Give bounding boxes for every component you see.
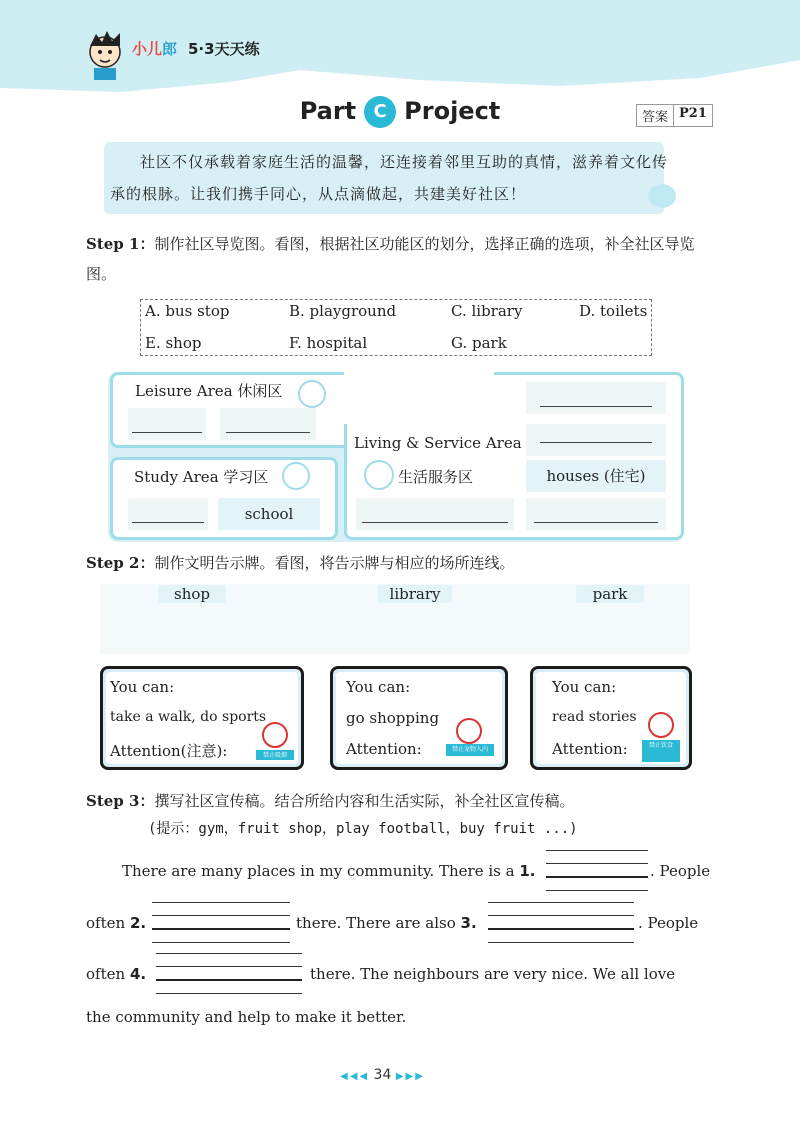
blank-4-top <box>156 953 302 954</box>
option-f: F. hospital <box>289 334 368 352</box>
option-g: G. park <box>451 334 507 352</box>
step3-instruction: Step 3：撰写社区宣传稿。结合所给内容和生活实际，补全社区宣传稿。 <box>86 792 575 810</box>
part-letter-badge: C <box>364 96 396 128</box>
options-box <box>140 299 652 356</box>
sign-2-action: go shopping <box>346 709 440 727</box>
blank-1-top <box>546 850 648 851</box>
living-blank-3-line <box>362 522 508 523</box>
leisure-blank-1-line <box>132 432 202 433</box>
option-a: A. bus stop <box>145 302 230 320</box>
sign-3-action: read stories <box>552 709 637 725</box>
page-footer <box>340 1067 425 1083</box>
blank-1-mid <box>546 863 648 864</box>
answer-ref: 答案 P21 <box>636 104 713 127</box>
living-area-mask <box>344 372 494 424</box>
no-pets-icon <box>456 718 482 744</box>
blank-3-bottom <box>488 942 634 943</box>
sign-2-attention: Attention: <box>346 740 422 758</box>
para-line-3-start: often 4. <box>86 965 147 983</box>
living-blank-3[interactable] <box>356 498 514 530</box>
para-line-2-start: often 2. <box>86 914 147 932</box>
study-blank-line <box>132 522 204 523</box>
option-e: E. shop <box>145 334 202 352</box>
page-number: 34 <box>373 1067 392 1083</box>
sign-3-you-can: You can: <box>552 678 617 696</box>
right-arrows-icon: ▶▶▶ <box>395 1071 425 1082</box>
para-line-1: There are many places in my community. There is a 1. <box>122 862 536 880</box>
blank-1-bottom <box>546 890 648 891</box>
para-line-1-end: . People <box>650 862 711 880</box>
blank-2-top <box>152 902 290 903</box>
service-icon <box>364 460 394 490</box>
sign-1-attention: Attention(注意): <box>110 742 228 760</box>
brand-logo: 小儿郎 <box>132 40 178 58</box>
blank-4-mid <box>156 966 302 967</box>
living-area-cn: 生活服务区 <box>398 468 474 486</box>
step2-instruction: Step 2：制作文明告示牌。看图，将告示牌与相应的场所连线。 <box>86 554 515 572</box>
para-line-2-mid: there. There are also 3. <box>296 914 477 932</box>
leisure-blank-2-line <box>226 432 310 433</box>
sign-3-icon-text: 禁止饮食 <box>642 740 680 762</box>
living-area-label: Living & Service Area <box>354 434 522 452</box>
option-b: B. playground <box>289 302 397 320</box>
para-line-3-end: there. The neighbours are very nice. We all love <box>310 965 676 983</box>
study-area-label: Study Area 学习区 <box>134 468 269 486</box>
blank-2-mid <box>152 915 290 916</box>
living-blank-2[interactable] <box>526 424 666 456</box>
leisure-blank-2[interactable] <box>220 408 316 440</box>
blank-3-top <box>488 902 634 903</box>
sign-3-attention: Attention: <box>552 740 628 758</box>
step3-hint: (提示：gym，fruit shop，play football，buy fruit ...) <box>148 821 578 837</box>
no-food-icon <box>648 712 674 738</box>
living-blank-4-line <box>534 522 658 523</box>
step1-instruction: Step 1：制作社区导览图。看图，根据社区功能区的划分，选择正确的选项，补全社区导览图。 <box>86 235 695 283</box>
intro-text: 社区不仅承载着家庭生活的温馨，还连接着邻里互助的真情，滋养着文化传承的根脉。让我们携手同心，从点滴做起，共建美好社区！ <box>110 153 669 203</box>
leisure-icon <box>298 380 326 408</box>
blank-4[interactable] <box>156 979 302 981</box>
sign-1-icon-text: 禁止吸烟 <box>256 750 294 760</box>
living-blank-1[interactable] <box>526 382 666 414</box>
leisure-area-label: Leisure Area 休闲区 <box>135 382 283 400</box>
blank-3[interactable] <box>488 928 634 930</box>
living-blank-1-line <box>540 406 652 407</box>
para-line-2-end: . People <box>638 914 699 932</box>
place-shop[interactable]: shop <box>158 585 226 603</box>
school-label: school <box>218 498 320 530</box>
series-name: 5·3天天练 <box>188 40 260 58</box>
sign-1-action: take a walk, do sports <box>110 709 267 725</box>
blank-2[interactable] <box>152 928 290 930</box>
no-smoking-icon <box>262 722 288 748</box>
blank-3-mid <box>488 915 634 916</box>
houses-label: houses (住宅) <box>526 460 666 492</box>
sign-1-you-can: You can: <box>110 678 175 696</box>
living-blank-2-line <box>540 442 652 443</box>
blank-1[interactable] <box>546 876 648 878</box>
left-arrows-icon: ◀◀◀ <box>340 1071 370 1082</box>
option-d: D. toilets <box>579 302 648 320</box>
place-library[interactable]: library <box>378 585 452 603</box>
blank-4-bottom <box>156 993 302 994</box>
leisure-blank-1[interactable] <box>128 408 206 440</box>
page-title: Part C Project <box>0 96 800 128</box>
sign-2-you-can: You can: <box>346 678 411 696</box>
blank-2-bottom <box>152 942 290 943</box>
study-blank[interactable] <box>128 498 208 530</box>
book-icon <box>282 462 310 490</box>
living-blank-4[interactable] <box>526 498 666 530</box>
sign-2-icon-text: 禁止宠物入内 <box>446 744 494 756</box>
option-c: C. library <box>451 302 523 320</box>
boy-mascot-icon <box>82 28 128 80</box>
place-park[interactable]: park <box>576 585 644 603</box>
para-line-4: the community and help to make it better. <box>86 1008 407 1026</box>
